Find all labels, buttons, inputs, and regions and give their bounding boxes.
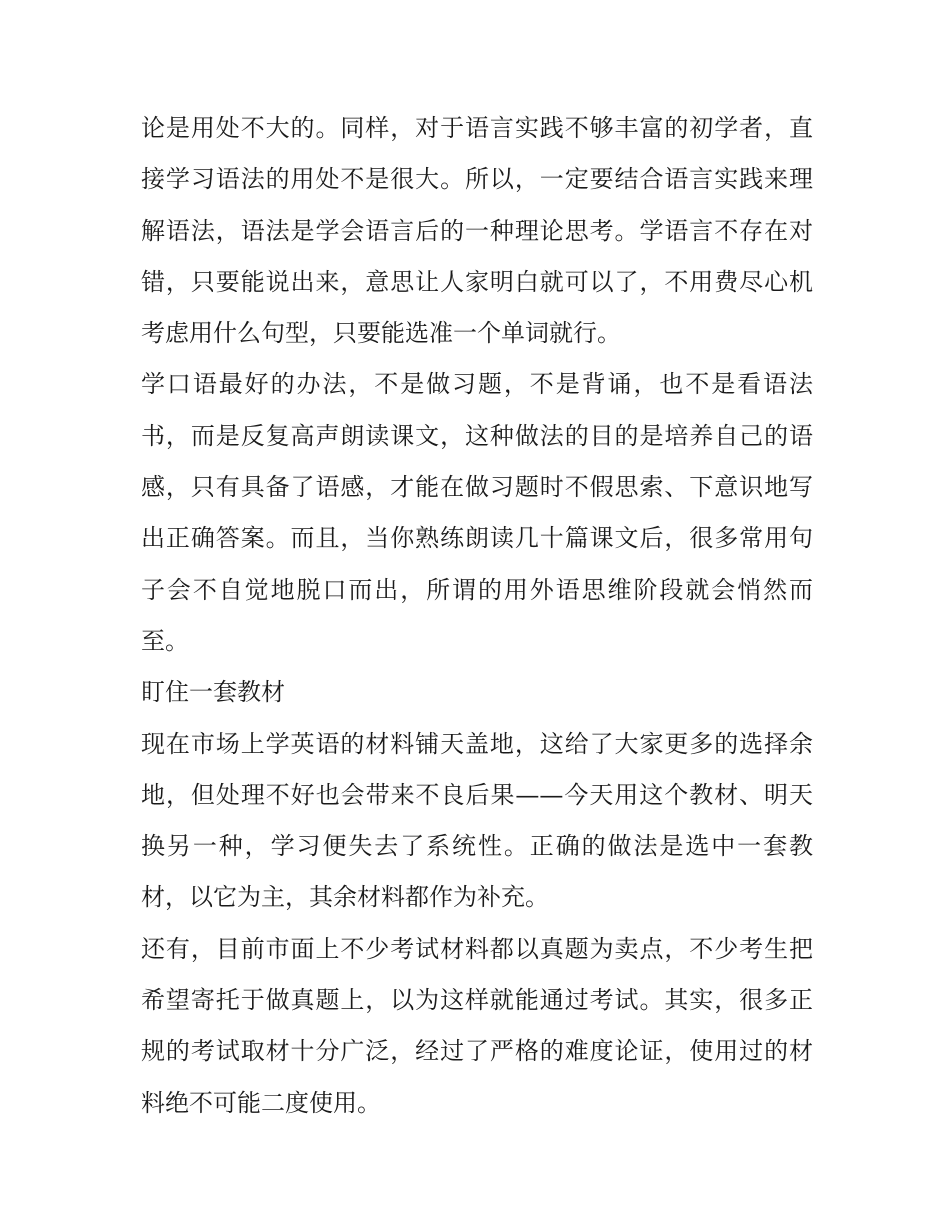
- text-line: 错，只要能说出来，意思让人家明白就可以了，不用费尽心机: [141, 267, 813, 296]
- text-line: 论是用处不大的。同样，对于语言实践不够丰富的初学者，直: [141, 114, 813, 142]
- text-line: 地，但处理不好也会带来不良后果——今天用这个教材、明天: [141, 780, 813, 809]
- text-line: 子会不自觉地脱口而出，所谓的用外语思维阶段就会悄然而: [141, 575, 813, 604]
- document-body: [141, 103, 813, 1129]
- text-line: 还有，目前市面上不少考试材料都以真题为卖点，不少考生把: [141, 934, 813, 963]
- text-line: 换另一种，学习便失去了系统性。正确的做法是选中一套教: [141, 832, 813, 861]
- text-line: 希望寄托于做真题上，以为这样就能通过考试。其实，很多正: [141, 986, 813, 1015]
- text-line: 规的考试取材十分广泛，经过了严格的难度论证，使用过的材: [141, 1037, 813, 1066]
- text-line: 接学习语法的用处不是很大。所以，一定要结合语言实践来理: [141, 165, 813, 194]
- text-line: 感，只有具备了语感，才能在做习题时不假思索、下意识地写: [141, 473, 813, 502]
- text-line: 考虑用什么句型，只要能选准一个单词就行。: [141, 319, 621, 348]
- text-line: 材，以它为主，其余材料都作为补充。: [141, 883, 549, 912]
- section-heading: 盯住一套教材: [141, 678, 285, 707]
- text-line: 至。: [141, 626, 189, 655]
- text-line: 学口语最好的办法，不是做习题，不是背诵，也不是看语法: [141, 370, 813, 399]
- text-line: 现在市场上学英语的材料铺天盖地，这给了大家更多的选择余: [141, 729, 813, 758]
- text-line: 出正确答案。而且，当你熟练朗读几十篇课文后，很多常用句: [141, 524, 813, 553]
- text-line: 解语法，语法是学会语言后的一种理论思考。学语言不存在对: [141, 216, 813, 245]
- text-line: 书，而是反复高声朗读课文，这种做法的目的是培养自己的语: [141, 421, 813, 450]
- text-line: 料绝不可能二度使用。: [141, 1088, 381, 1117]
